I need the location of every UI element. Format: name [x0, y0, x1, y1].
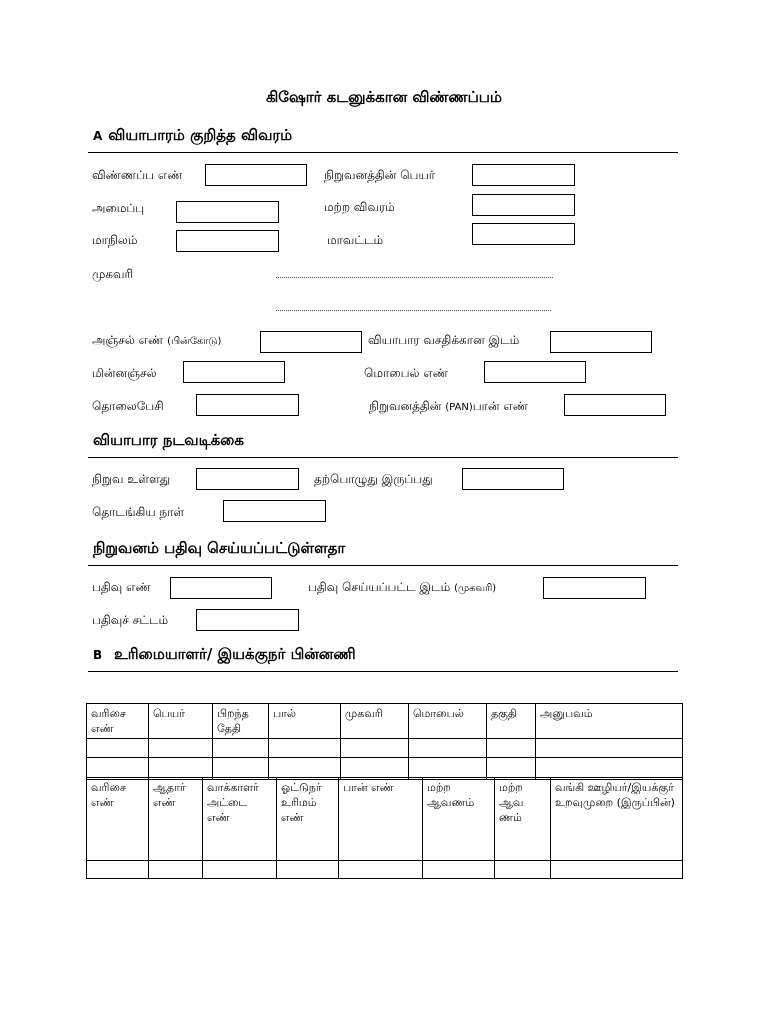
section-a-prefix: A: [93, 129, 103, 143]
table-cell[interactable]: [341, 739, 409, 758]
table-cell[interactable]: [495, 861, 551, 879]
address-line-1[interactable]: [276, 277, 553, 278]
col-serial-no: வரிசை எண்: [87, 704, 149, 739]
to-establish-label: நிறுவ உள்ளது: [92, 472, 171, 486]
phone-label: தொலைபேசி: [92, 399, 164, 413]
form-title: கிஷோர் கடனுக்கான விண்ணப்பம்: [266, 88, 502, 106]
col-experience: அனுபவம்: [536, 704, 683, 739]
reg-place-label-main: பதிவு செய்யப்பட்ட இடம்: [308, 580, 455, 594]
activity-rule: [88, 457, 678, 458]
structure-label: அமைப்பு: [92, 201, 145, 215]
other-details-label: மற்ற விவரம்: [324, 200, 395, 214]
table-cell[interactable]: [339, 861, 423, 879]
section-a-heading: [93, 126, 292, 146]
other-details-field[interactable]: [472, 194, 575, 216]
company-name-label: நிறுவனத்தின் பெயர்: [324, 168, 436, 182]
col-serial-no-2: வரிசை எண்: [87, 778, 149, 861]
section-b-heading: [93, 645, 356, 665]
table-cell[interactable]: [536, 739, 683, 758]
pincode-label-paren: (பின்கோடு): [167, 336, 222, 347]
pan-label-mid: (PAN): [445, 402, 473, 413]
col-qualification: தகுதி: [487, 704, 536, 739]
email-label: மின்னஞ்சல்: [92, 366, 157, 380]
table-cell[interactable]: [87, 739, 149, 758]
col-dob: பிறந்த தேதி: [213, 704, 269, 739]
owner-table-2: [86, 777, 683, 879]
pincode-label-main: அஞ்சல் எண்: [92, 333, 168, 347]
table-cell[interactable]: [269, 739, 341, 758]
registration-rule: [88, 565, 678, 566]
address-line-2[interactable]: [276, 310, 551, 311]
start-date-field[interactable]: [223, 500, 326, 522]
email-field[interactable]: [183, 361, 285, 383]
section-a-rule: [88, 152, 678, 153]
table-cell[interactable]: [423, 861, 495, 879]
section-b-rule: [88, 671, 678, 672]
reg-no-field[interactable]: [170, 577, 272, 599]
existing-label: தற்பொழுது இருப்பது: [314, 472, 433, 486]
table-cell[interactable]: [551, 861, 683, 879]
table-cell[interactable]: [149, 861, 203, 879]
table-cell[interactable]: [149, 739, 213, 758]
application-no-field[interactable]: [205, 164, 307, 186]
pan-label-post: பான் எண்: [472, 399, 529, 413]
table-cell[interactable]: [487, 739, 536, 758]
application-no-label: விண்ணப்ப எண்: [92, 168, 183, 182]
col-other-document: மற்ற ஆவணம்: [423, 778, 495, 861]
existing-field[interactable]: [462, 468, 564, 490]
pan-label: [369, 399, 528, 415]
business-place-label: வியாபார வசதிக்கான இடம்: [368, 333, 520, 347]
table-cell[interactable]: [409, 739, 487, 758]
table-row[interactable]: [87, 861, 683, 879]
company-name-field[interactable]: [472, 164, 575, 186]
reg-place-field[interactable]: [543, 577, 646, 599]
mobile-field[interactable]: [484, 361, 586, 383]
col-name: பெயர்: [149, 704, 213, 739]
district-label: மாவட்டம்: [327, 233, 384, 247]
reg-place-label-paren: (முகவரி): [454, 583, 497, 594]
table-row[interactable]: [87, 739, 683, 758]
state-label: மாநிலம்: [92, 233, 138, 247]
pan-field[interactable]: [564, 394, 666, 416]
col-mobile: மொபைல்: [409, 704, 487, 739]
reg-place-label: [308, 580, 496, 596]
state-field[interactable]: [176, 230, 279, 252]
col-pan: பான் எண்: [339, 778, 423, 861]
start-date-label: தொடங்கிய நாள்: [92, 505, 185, 519]
address-label: முகவரி: [92, 267, 134, 281]
section-b-title: உரிமையாளர்/ இயக்குநர் பின்னணி: [114, 645, 356, 663]
owner-table-1-header: [87, 704, 683, 739]
reg-act-label: பதிவுச் சட்டம்: [92, 613, 169, 627]
owner-table-2-header: [87, 778, 683, 861]
col-driving-license: ஓட்டுநர் உரிமம் எண்: [277, 778, 339, 861]
col-bank-relation: வங்கி ஊழியர்/இயக்குர் உறவுமுறை (இருப்பின்): [551, 778, 683, 861]
business-place-field[interactable]: [550, 331, 652, 353]
structure-field[interactable]: [176, 201, 279, 223]
section-b-prefix: B: [93, 648, 103, 662]
mobile-label: மொபைல் எண்: [364, 366, 448, 380]
reg-no-label: பதிவு எண்: [92, 580, 151, 594]
col-voter-id: வாக்காளர் அட்டை எண்: [203, 778, 277, 861]
district-field[interactable]: [472, 223, 575, 245]
owner-table-1: [86, 703, 683, 780]
table-cell[interactable]: [277, 861, 339, 879]
pincode-field[interactable]: [260, 331, 362, 353]
col-other-document-2: மற்ற ஆவ ணம்: [495, 778, 551, 861]
col-gender: பால்: [269, 704, 341, 739]
registration-heading: நிறுவனம் பதிவு செய்யப்பட்டுள்ளதா: [93, 539, 346, 557]
phone-field[interactable]: [196, 394, 299, 416]
pincode-label: [92, 333, 221, 349]
table-cell[interactable]: [87, 861, 149, 879]
activity-heading: வியாபார நடவடிக்கை: [93, 431, 244, 449]
pan-label-pre: நிறுவனத்தின்: [369, 399, 446, 413]
table-cell[interactable]: [213, 739, 269, 758]
reg-act-field[interactable]: [196, 609, 299, 631]
col-address: முகவரி: [341, 704, 409, 739]
col-aadhaar: ஆதார் எண்: [149, 778, 203, 861]
to-establish-field[interactable]: [196, 468, 299, 490]
table-cell[interactable]: [203, 861, 277, 879]
section-a-title: வியாபாரம் குறித்த விவரம்: [108, 126, 293, 144]
